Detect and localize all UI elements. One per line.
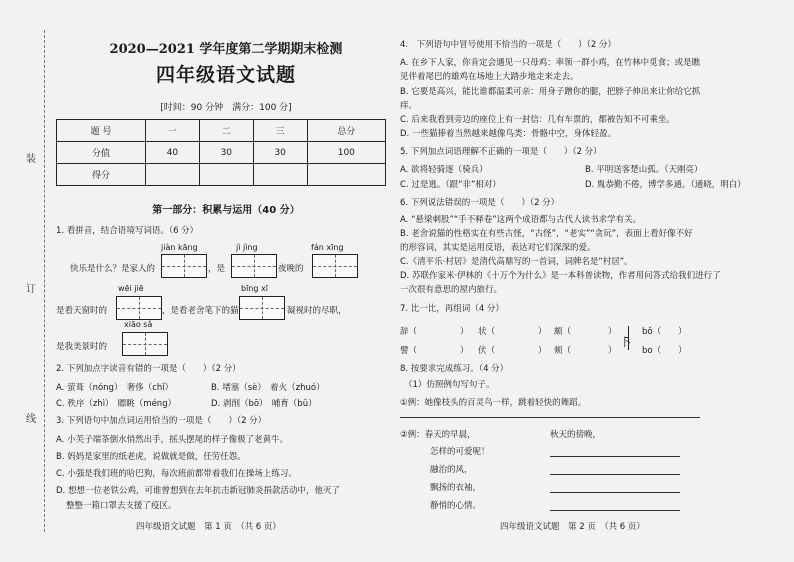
example-sentence: 秋天的傍晚， [550,430,602,440]
option-a[interactable]: A. 小芙子端茶倒水悄然出手，摇头摆尾的样子像极了老黄牛。 [56,435,289,445]
page-footer: 四年级语文试题 第 2 页 （共 6 页） [500,522,645,532]
character-box[interactable] [312,254,358,278]
option-c[interactable]: C.《清平乐·村居》是清代高鼎写的一首词，词牌名是“村居”。 [400,257,633,267]
exam-title: 四年级语文试题 [155,64,296,86]
table-cell: 得分 [57,164,146,186]
answer-line[interactable] [550,456,680,457]
compare-char: 状（ [478,327,496,337]
option-d[interactable]: D. 苏联作家米·伊林的《十万个为什么》是一本科普读物，作者用问答式给我们进行了 [400,271,721,281]
character-box[interactable] [161,254,207,278]
table-cell: 二 [199,120,253,142]
option-b-continued: 的形容词，其实是运用反语，表达对它们深深的爱。 [400,243,596,253]
pinyin: fán xīng [311,243,344,252]
option-a[interactable]: A. 在乡下人家，你肯定会遇见一只母鸡：率领一群小鸡，在竹林中觅食；或是瞧 [400,58,701,68]
blank-close[interactable]: ） [608,327,617,337]
table-cell: 100 [307,142,385,164]
question-1-title: 1. 看拼音，结合语境写词语。（6 分） [56,226,199,236]
poem-line: 飘扬的衣袖， [430,483,482,493]
pinyin: xiāo sǎ [124,320,153,329]
question-4-title: 4. 下列语句中冒号使用不恰当的一项是（ ）（2 分） [400,40,616,50]
option-d-continued: 一次很有意思的屋内旅行。 [400,285,503,295]
table-cell: 分值 [57,142,146,164]
blank-close[interactable]: ） [538,346,547,356]
question-6-title: 6. 下列说法错误的一项是（ ）（2 分） [400,198,560,208]
binding-margin [0,0,56,562]
poem-line: 静悄的心情。 [430,501,482,511]
sentence-text: 快乐是什么？是家人的 [70,264,156,274]
answer-line[interactable] [550,474,680,475]
pinyin: jì jìng [236,243,258,252]
option-d[interactable]: D. 一些猫捧着当然越来越像鸟类：骨骼中空，身体轻盈。 [400,129,616,139]
option-c[interactable]: C. 秩序（zhì） 瞟眺（méng） [56,399,177,409]
option-c[interactable]: C. 后来我看到旁边的座位上有一封信：几有车票的，都被告知不可乘坐。 [400,115,675,125]
binding-dashed-line [44,30,45,532]
question-3-title: 3. 下列语句中加点词运用恰当的一项是（ ）（2 分） [56,416,267,426]
option-d-continued: 整整一箱口罩去支援了疫区。 [66,501,177,511]
sentence-text: ，是看老舍笔下的猫 [162,306,239,316]
option-a-continued: 见伴着尾巴的雄鸡在场地上大踏步地走来走去。 [400,72,579,82]
table-cell: 40 [146,142,200,164]
sentence-text: 夜晚的 [278,264,304,274]
table-cell: 30 [199,142,253,164]
pronunciation-blank[interactable]: bǒ（ ） [642,327,687,337]
compare-char: 伏（ [478,346,496,356]
pinyin: wēi jiē [118,284,144,293]
blank-close[interactable]: ） [460,327,469,337]
sentence-text: ，是 [208,264,226,274]
question-8-title: 8. 按要求完成练习。（4 分） [400,364,509,374]
score-table-values-row [57,142,386,164]
example-sentence: ①例：她像枝头的百灵鸟一样，跳着轻快的舞蹈。 [400,398,587,408]
option-b[interactable]: B. 妈妈是家里的纸老虎，说做就是做，任劳任怨。 [56,452,246,462]
question-2-title: 2. 下列加点字读音有错的一项是（ ）（2 分） [56,364,241,374]
page-2 [400,0,780,562]
pronunciation-blank[interactable]: bo（ ） [642,346,687,356]
compare-char: 颇（ [554,327,572,337]
character-box[interactable] [116,296,162,320]
sub-question: （1）仿照例句写句子。 [404,380,495,390]
polyphone-char: 卜 [620,336,631,349]
sentence-text: 是我美景时的 [56,342,108,352]
table-cell: 一 [146,120,200,142]
score-table [56,119,386,186]
option-a[interactable]: A. “悬梁刺股”“手不释卷”这两个成语都与古代人读书求学有关。 [400,215,642,225]
poem-line: 怎样的可爱呢！ [430,447,490,457]
option-d[interactable]: D. 想想一位老铁公鸡，可谁曾想到在去年抗击新冠肺炎捐款活动中，他灭了 [56,486,340,496]
binding-label: 订 [26,284,36,295]
option-a[interactable]: A. 萤葺（nóng） 奢侈（chǐ） [56,383,174,393]
poem-line: 融治的风， [430,465,473,475]
option-b[interactable]: B. 它要是高兴，能比谁都温柔可亲：用身子蹭你的腿，把脖子伸出来让你给它抓 [400,87,701,97]
character-box[interactable] [231,254,277,278]
option-c[interactable]: C. 过是逃。（跟“非”相对） [400,180,501,190]
blank-close[interactable]: ） [460,346,469,356]
pinyin: jiàn kāng [161,243,198,252]
binding-label: 装 [26,154,36,165]
blank-close[interactable]: ） [608,346,617,356]
blank-close[interactable]: ） [538,327,547,337]
answer-line[interactable] [550,510,680,511]
character-box[interactable] [239,296,285,320]
option-b-continued: 痒。 [400,101,418,111]
option-c[interactable]: C. 小强是我们班的哈巴狗，每次班前都带着我们在操场上练习。 [56,469,297,479]
score-table-obtained-row [57,164,386,186]
score-input-cell[interactable] [199,164,253,186]
compare-char: 譬（ [400,346,418,356]
time-and-score: [时间：90 分钟 满分：100 分] [160,103,292,113]
question-5-title: 5. 下列加点词语理解不正确的一项是（ ）（2 分） [400,147,602,157]
pinyin: bīng xī [241,284,268,293]
exam-year-heading: 2020—2021 学年度第二学期期末检测 [109,42,343,57]
option-d[interactable]: D. 胤恭勤不倦，博学多通。（通晓，明白） [585,180,746,190]
character-box[interactable] [122,332,168,356]
compare-char: 辞（ [400,327,418,337]
table-cell: 题 号 [57,120,146,142]
part-1-title: 第一部分：积累与运用（40 分） [152,205,300,216]
example-sentence: ②例：春天的早晨， [400,430,476,440]
sentence-text: 是看天窗时的 [56,306,108,316]
option-a[interactable]: A. 欲将轻骑逐（骑兵） [400,165,488,175]
table-cell: 三 [253,120,307,142]
table-cell: 30 [253,142,307,164]
score-input-cell[interactable] [307,164,385,186]
option-b[interactable]: B. 堵塞（sè） 着火（zhuó） [211,383,325,393]
brace [628,326,639,350]
compare-char: 颊（ [554,346,572,356]
page-footer: 四年级语文试题 第 1 页 （共 6 页） [136,522,281,532]
table-cell: 总分 [307,120,385,142]
option-b[interactable]: B. 平明送客楚山孤。（天刚亮） [585,165,703,175]
option-d[interactable]: D. 剥削（bō） 哺育（bǔ） [211,399,317,409]
score-table-header-row [57,120,386,142]
option-b[interactable]: B. 老舍说猫的性格实在有些古怪，“古怪”，“老实”“贪玩”，表面上看好像不好 [400,229,693,239]
score-input-cell[interactable] [146,164,200,186]
score-input-cell[interactable] [253,164,307,186]
binding-label: 线 [26,414,36,425]
sentence-text: 凝视时的尽职， [287,306,347,316]
answer-line[interactable] [550,492,680,493]
answer-line[interactable] [400,417,700,418]
question-7-title: 7. 比一比，再组词（4 分） [400,304,504,314]
page-1 [56,0,386,562]
